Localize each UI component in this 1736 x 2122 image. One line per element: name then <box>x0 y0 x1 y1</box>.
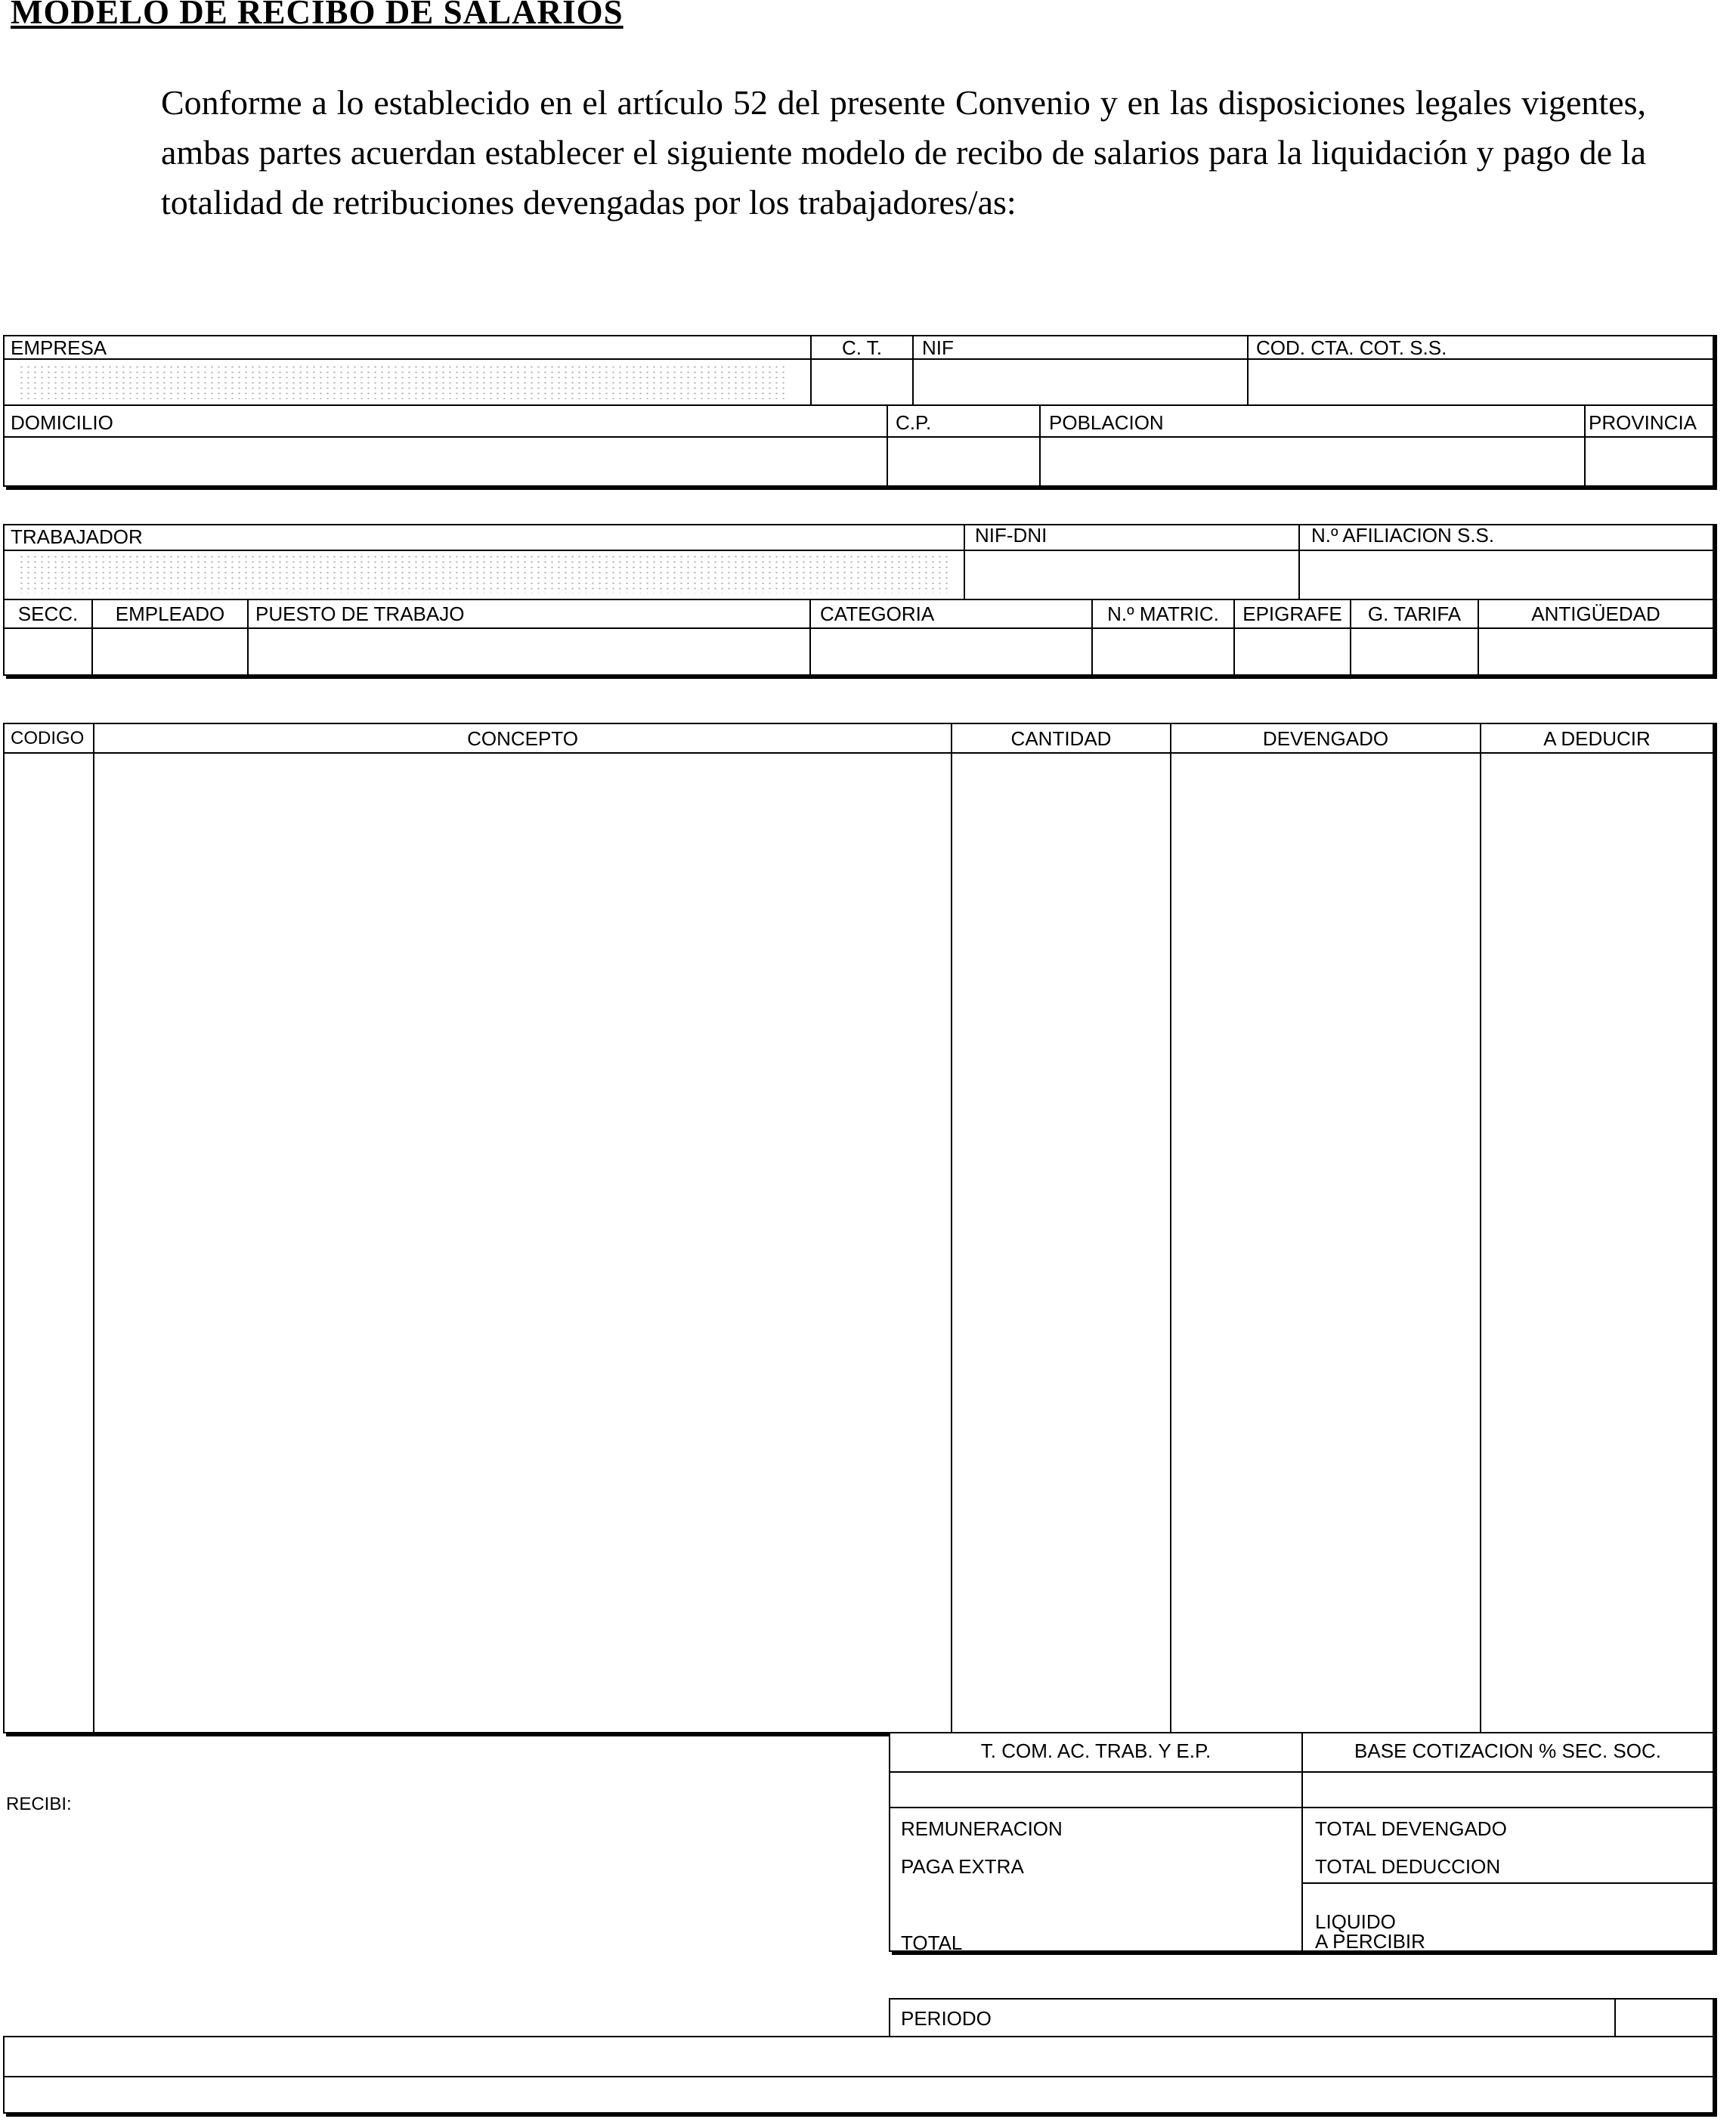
trabajador-label: TRABAJADOR <box>11 525 143 548</box>
column-header-cantidad: CANTIDAD <box>1010 727 1112 750</box>
cod-cta-label: COD. CTA. COT. S.S. <box>1256 336 1447 359</box>
nif-dni-label: NIF-DNI <box>975 524 1047 547</box>
liquido-label: LIQUIDO <box>1315 1910 1396 1933</box>
concepts-box <box>3 723 1714 1733</box>
tarifa-label: G. TARIFA <box>1367 603 1462 625</box>
total-label: TOTAL <box>901 1931 963 1954</box>
domicilio-label: DOMICILIO <box>11 411 113 434</box>
poblacion-label: POBLACION <box>1049 411 1164 434</box>
trabajador-redacted-value <box>18 554 948 593</box>
puesto-label: PUESTO DE TRABAJO <box>255 603 465 625</box>
matric-label: N.º MATRIC. <box>1107 603 1219 625</box>
paga-extra-label: PAGA EXTRA <box>901 1855 1024 1878</box>
categoria-label: CATEGORIA <box>820 603 935 625</box>
recibi-label: RECIBI: <box>6 1794 72 1814</box>
column-header-concepto: CONCEPTO <box>467 727 578 750</box>
tcom-label: T. COM. AC. TRAB. Y E.P. <box>980 1739 1211 1762</box>
column-header-a-deducir: A DEDUCIR <box>1543 727 1651 750</box>
empleado-label: EMPLEADO <box>115 603 225 625</box>
empresa-redacted-value <box>18 364 789 399</box>
epigrafe-label: EPIGRAFE <box>1242 603 1342 625</box>
provincia-label: PROVINCIA <box>1589 411 1697 434</box>
column-header-devengado: DEVENGADO <box>1262 727 1389 750</box>
periodo-label: PERIODO <box>901 2007 992 2030</box>
base-cotizacion-label: BASE COTIZACION % SEC. SOC. <box>1354 1739 1661 1762</box>
a-percibir-label: A PERCIBIR <box>1315 1930 1425 1953</box>
antiguedad-label: ANTIGÜEDAD <box>1531 603 1660 625</box>
remuneracion-label: REMUNERACION <box>901 1817 1063 1840</box>
secc-label: SECC. <box>17 603 79 625</box>
total-deduccion-label: TOTAL DEDUCCION <box>1315 1855 1501 1878</box>
column-header-codigo: CODIGO <box>11 728 85 748</box>
total-devengado-label: TOTAL DEVENGADO <box>1315 1817 1507 1840</box>
periodo-box <box>3 2036 1714 2114</box>
intro-paragraph: Conforme a lo establecido en el artículo 52 del presente Convenio y en las disposiciones legales vigentes, ambas partes acuerdan establecer el siguiente modelo de recibo de salarios para la liquidación y pago de la totalidad de retribuciones devengadas por los trabajadores/as: <box>161 83 1646 221</box>
empresa-label: EMPRESA <box>11 336 107 359</box>
nif-label: NIF <box>922 336 954 359</box>
periodo-header-box <box>889 1998 1714 2037</box>
afiliacion-label: N.º AFILIACION S.S. <box>1311 524 1495 547</box>
page-title: MODELO DE RECIBO DE SALARIOS <box>11 0 624 31</box>
ct-label: C. T. <box>842 336 882 359</box>
cp-label: C.P. <box>896 411 932 434</box>
